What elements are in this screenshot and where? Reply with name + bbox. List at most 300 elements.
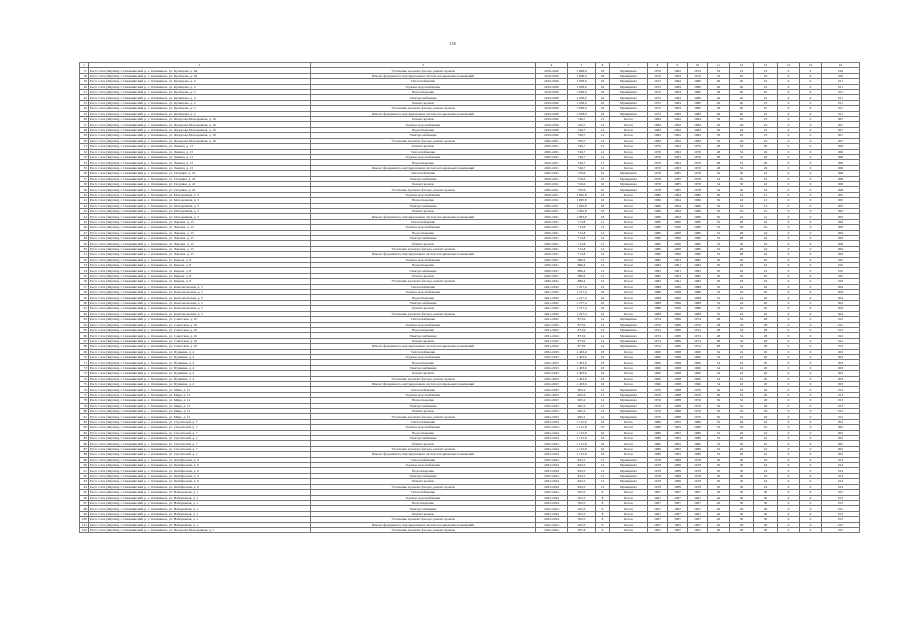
table-cell: 39 [80,187,89,192]
table-cell: 0 [778,338,800,343]
table-cell: 2020-2021 [536,219,568,224]
table-cell: 14 [596,327,610,332]
table-cell: Респ. Саха (Якутия), г. Олекминский р., г. Олекминск, ул. Мира, д. 12 [89,403,311,408]
table-cell: 49 [708,111,730,116]
table-cell: 26 [754,154,778,159]
table-cell: Бетон [610,306,648,311]
table-cell: Респ. Саха (Якутия), г. Олекминский р., г. Олекминск, ул. Строителей, д. 7 [89,446,311,451]
table-cell: 2020-2021 [536,214,568,219]
table-cell: 1994 [668,198,688,203]
table-cell: 1 698,0 [568,68,596,73]
table-cell: 0 [800,106,822,111]
table-cell: 1998 [668,349,688,354]
table-cell: 32 [730,165,754,170]
table-cell: 2021-2022 [536,322,568,327]
table-cell: 1967 [688,511,708,516]
table-cell: 100 [80,517,89,522]
table-cell: 81 [80,414,89,419]
table-cell: 22 [730,354,754,359]
table-cell: 0 [778,181,800,186]
table-cell: 28 [730,230,754,235]
table-cell: Ремонт кровли [311,181,536,186]
table-cell: 52 [708,284,730,289]
table-cell: 25 [754,100,778,105]
table-cell: Муниципал [610,68,648,73]
table-cell: 23 [754,138,778,143]
table-cell: Теплоснабжение [311,219,536,224]
table-cell: 23 [80,100,89,105]
table-cell: 005 [822,203,860,208]
table-cell: 8 [596,517,610,522]
table-cell: 2022-2023 [536,349,568,354]
table-cell: 0 [800,517,822,522]
table-cell: Водоотведение [311,360,536,365]
table-cell: 007 [822,133,860,138]
table-cell: 1980 [648,230,668,235]
table-cell: 30 [754,511,778,516]
table-cell: 003 [822,376,860,381]
table-cell: 1986 [648,208,668,213]
table-cell: 1990 [688,376,708,381]
table-cell: Утепление и ремонт фасада, ремонт кровли [311,68,536,73]
table-cell: 34 [730,317,754,322]
table-cell: 48 [708,327,730,332]
table-cell: 1986 [648,425,668,430]
table-cell: 10 [596,176,610,181]
table-cell: 0 [778,500,800,505]
table-cell: 2019-2020 [536,133,568,138]
table-cell: 1 403,6 [568,360,596,365]
table-cell: Водоотведение [311,160,536,165]
table-cell: 686,4 [568,279,596,284]
table-cell: Респ. Саха (Якутия), г. Олекминский р., г. Олекминск, ул. Комсомольская, д. 5 [89,284,311,289]
program-table-container [79,62,859,533]
table-cell: 014 [822,468,860,473]
table-cell: 2023-2024 [536,446,568,451]
table-cell: 1996 [668,311,688,316]
table-cell: 26 [730,425,754,430]
table-cell: Бетон [610,517,648,522]
table-cell: 30 [730,457,754,462]
table-cell: 46 [708,495,730,500]
table-cell: 26 [730,263,754,268]
table-cell: 30 [730,468,754,473]
table-cell: 0 [800,273,822,278]
table-cell: Ремонт фундамента, внутридомовых систем и подвальных помещений [311,344,536,349]
table-cell: 713,8 [568,252,596,257]
table-cell: 1986 [648,419,668,424]
table-cell: 23 [754,117,778,122]
table-cell: 1979 [688,73,708,78]
table-cell: 1985 [668,181,688,186]
table-cell: 2020-2021 [536,263,568,268]
table-cell: 0 [800,268,822,273]
table-cell: 713,8 [568,225,596,230]
table-cell: 0 [800,414,822,419]
table-cell: Бетон [610,127,648,132]
table-cell: 52 [708,219,730,224]
table-cell: Муниципал [610,484,648,489]
table-cell: 1974 [688,322,708,327]
table-cell: 0 [800,338,822,343]
table-cell: 009 [822,236,860,241]
table-cell: 75 [80,381,89,386]
table-cell: 1991 [668,279,688,284]
table-cell: 12 [596,273,610,278]
table-cell: 0 [778,479,800,484]
table-cell: 22 [754,268,778,273]
table-cell: 50 [708,208,730,213]
table-cell: 007 [822,138,860,143]
table-cell: 726,6 [568,181,596,186]
table-cell: 16 [596,290,610,295]
table-cell: 16 [596,306,610,311]
table-cell: Респ. Саха (Якутия), г. Олекминский р., г. Олекминск, ул. Чапаева, д. 15 [89,246,311,251]
table-cell: 0 [778,84,800,89]
table-cell: Теплоснабжение [311,149,536,154]
table-cell: 26 [730,122,754,127]
table-cell: 46 [708,527,730,532]
table-cell: 0 [778,214,800,219]
table-cell: 746,7 [568,122,596,127]
table-cell: Респ. Саха (Якутия), г. Олекминский р., г. Олекминск, ул. Федорова-Молодежная, д. 19 [89,117,311,122]
table-cell: 746,7 [568,144,596,149]
table-cell: 99 [80,511,89,516]
table-cell: 20 [754,290,778,295]
table-cell: Горячее водоснабжение [311,495,536,500]
table-cell: 52 [708,446,730,451]
table-cell: 1996 [668,306,688,311]
table-cell: 40 [730,111,754,116]
table-cell: 013 [822,403,860,408]
table-cell: 1967 [648,522,668,527]
table-cell: 1 403,6 [568,349,596,354]
table-cell: 0 [778,306,800,311]
table-cell: 52 [708,236,730,241]
table-cell: 22 [754,273,778,278]
table-cell: 1982 [648,257,668,262]
table-cell: 0 [778,365,800,370]
table-cell: Респ. Саха (Якутия), г. Олекминский р., г. Олекминск, ул. Пушкина, д. 4 [89,349,311,354]
table-cell: 1990 [668,252,688,257]
table-cell: 23 [754,127,778,132]
table-cell: 1989 [668,479,688,484]
table-cell: Ремонт кровли [311,409,536,414]
table-cell: 1985 [668,171,688,176]
table-cell: 2020-2021 [536,268,568,273]
table-cell: 2023-2024 [536,484,568,489]
table-cell: Респ. Саха (Якутия), г. Олекминский р., г. Олекминск, ул. Набережная, д. 1 [89,511,311,516]
table-cell: 2019-2020 [536,111,568,116]
table-cell: 2023-2024 [536,441,568,446]
table-cell: 1972 [648,84,668,89]
table-cell: Муниципал [610,414,648,419]
table-cell: 1967 [688,522,708,527]
table-cell: 25 [754,84,778,89]
table-cell: 95 [80,490,89,495]
table-cell: 102 [80,527,89,532]
table-cell: 50 [708,387,730,392]
table-cell: Бетон [610,371,648,376]
table-cell: 1978 [648,176,668,181]
table-cell: Бетон [610,241,648,246]
table-cell: 1990 [648,376,668,381]
table-cell: 46 [708,490,730,495]
table-cell: 1984 [668,106,688,111]
table-cell: 012 [822,338,860,343]
table-cell: Водоотведение [311,230,536,235]
table-cell: 1986 [688,441,708,446]
table-row [80,344,860,349]
table-cell: 1982 [648,279,668,284]
table-cell: 005 [822,198,860,203]
table-cell: 0 [800,484,822,489]
table-cell: 003 [822,354,860,359]
table-cell: 2021-2022 [536,290,568,295]
table-cell: 0 [778,446,800,451]
table-cell: 2020-2021 [536,241,568,246]
table-cell: 2020-2021 [536,138,568,143]
table-cell: Респ. Саха (Якутия), г. Олекминский р., г. Олекминск, ул. Октябрьская, д. 9 [89,468,311,473]
table-cell: 0 [778,327,800,332]
table-cell: 1976 [688,409,708,414]
table-cell: Респ. Саха (Якутия), г. Олекминский р., г. Олекминск, ул. Ленина, д. 13 [89,154,311,159]
table-cell: 48 [708,165,730,170]
table-cell: 0 [800,446,822,451]
table-cell: 1978 [688,468,708,473]
table-cell: 0 [800,165,822,170]
table-cell: 28 [730,236,754,241]
table-cell: 19 [80,79,89,84]
table-cell: 0 [778,495,800,500]
table-cell: Бетон [610,506,648,511]
table-cell: 0 [778,273,800,278]
table-cell: 2021-2022 [536,333,568,338]
table-cell: 52 [80,257,89,262]
table-cell: 36 [730,511,754,516]
table-cell: 0 [778,295,800,300]
table-cell: 1995 [668,446,688,451]
table-cell: Муниципал [610,457,648,462]
table-cell: 1984 [688,133,708,138]
table-cell: 502,3 [568,500,596,505]
table-cell: 1984 [668,111,688,116]
table-cell: 1982 [688,279,708,284]
table-cell: 26 [730,273,754,278]
table-cell: 0 [778,290,800,295]
table-cell: 1 095,8 [568,198,596,203]
table-cell: 2022-2023 [536,409,568,414]
table-cell: 58 [80,290,89,295]
column-header: 15 [800,63,822,68]
table-cell: 0 [800,127,822,132]
table-cell: Бетон [610,284,648,289]
table-cell: 21 [754,208,778,213]
table-cell: 1991 [668,268,688,273]
table-cell: 965,2 [568,387,596,392]
table-cell: 1967 [688,527,708,532]
table-cell: 1987 [668,522,688,527]
table-cell: 726,6 [568,171,596,176]
table-cell: Муниципал [610,90,648,95]
table-cell: 97 [80,500,89,505]
table-cell: Респ. Саха (Якутия), г. Олекминский р., г. Олекминск, ул. Пушкина, д. 4 [89,371,311,376]
table-cell: 0 [778,263,800,268]
table-cell: 002 [822,425,860,430]
table-cell: 1980 [688,219,708,224]
table-cell: 1 095,8 [568,192,596,197]
table-cell: 1990 [648,354,668,359]
table-cell: 0 [778,436,800,441]
table-cell: 50 [708,192,730,197]
table-cell: 1976 [648,414,668,419]
table-cell: 18 [596,192,610,197]
table-cell: 2023-2024 [536,463,568,468]
table-cell: 20 [754,306,778,311]
table-cell: 8 [596,495,610,500]
table-cell: 32 [730,409,754,414]
table-cell: Бетон [610,230,648,235]
table-cell: 004 [822,300,860,305]
table-cell: 50 [708,479,730,484]
table-cell: 2020-2021 [536,252,568,257]
table-cell: 1990 [668,241,688,246]
table-cell: 1976 [648,398,668,403]
table-cell: 0 [800,403,822,408]
table-cell: 22 [730,371,754,376]
table-cell: 76 [80,387,89,392]
table-cell: 1988 [668,414,688,419]
table-cell: Респ. Саха (Якутия), г. Олекминский р., г. Олекминск, ул. Строителей, д. 7 [89,452,311,457]
table-cell: 2021-2022 [536,327,568,332]
table-cell: 0 [778,376,800,381]
table-cell: 0 [778,484,800,489]
table-cell: 1990 [688,365,708,370]
table-cell: 1980 [688,230,708,235]
table-cell: 56 [80,279,89,284]
table-cell: 18 [596,214,610,219]
table-cell: 1974 [648,317,668,322]
table-cell: 1986 [688,419,708,424]
table-cell: Электроснабжение [311,268,536,273]
table-cell: 50 [80,246,89,251]
table-cell: 1984 [688,117,708,122]
table-cell: 21 [754,214,778,219]
table-cell: 12 [596,398,610,403]
table-cell: 1984 [648,138,668,143]
table-cell: Респ. Саха (Якутия), г. Олекминский р., г. Олекминск, ул. Ленина, д. 13 [89,149,311,154]
table-cell: 52 [708,452,730,457]
table-cell: 1 112,8 [568,430,596,435]
column-header: 7 [610,63,648,68]
table-cell: 18 [596,365,610,370]
table-cell: Бетон [610,263,648,268]
table-cell: 014 [822,463,860,468]
table-cell: 26 [754,160,778,165]
table-cell: 0 [778,246,800,251]
table-cell: 18 [596,349,610,354]
table-cell: 14 [596,344,610,349]
table-cell: 1982 [688,268,708,273]
table-cell: 2022-2023 [536,365,568,370]
table-cell: 0 [778,490,800,495]
table-cell: 54 [708,349,730,354]
table-cell: 1995 [668,452,688,457]
table-cell: 746,7 [568,138,596,143]
table-cell: 43 [80,208,89,213]
table-cell: 1967 [688,490,708,495]
table-cell: 0 [800,322,822,327]
table-cell: 011 [822,79,860,84]
table-cell: Муниципал [610,171,648,176]
table-cell: 21 [80,90,89,95]
table-cell: 48 [708,154,730,159]
table-cell: 0 [800,176,822,181]
table-cell: 52 [708,252,730,257]
table-cell: 36 [730,527,754,532]
table-cell: 0 [778,257,800,262]
table-cell: 89 [80,457,89,462]
table-cell: 0 [800,279,822,284]
table-cell: Ремонт кровли [311,338,536,343]
table-cell: 48 [708,149,730,154]
table-cell: 686,4 [568,273,596,278]
table-cell: 0 [800,257,822,262]
table-cell: 1998 [668,360,688,365]
table-cell: Бетон [610,430,648,435]
table-cell: 77 [80,392,89,397]
table-cell: 2021-2022 [536,306,568,311]
table-cell: 1976 [688,149,708,154]
table-cell: 015 [822,495,860,500]
table-cell: 1993 [668,144,688,149]
table-cell: 1974 [688,317,708,322]
table-cell: 003 [822,349,860,354]
table-cell: 1988 [688,284,708,289]
table-cell: Респ. Саха (Якутия), г. Олекминский р., г. Олекминск, ул. Кирова, д. 8 [89,268,311,273]
table-cell: Респ. Саха (Якутия), г. Олекминский р., г. Олекминск, ул. Строителей, д. 7 [89,425,311,430]
table-cell: Водоотведение [311,295,536,300]
table-cell: 0 [800,317,822,322]
table-cell: 50 [708,263,730,268]
table-cell: Бетон [610,154,648,159]
table-cell: Ремонт фундамента, внутридомовых систем и подвальных помещений [311,522,536,527]
table-cell: 0 [800,344,822,349]
table-cell: 16 [596,430,610,435]
table-cell: 1986 [688,425,708,430]
table-cell: Респ. Саха (Якутия), г. Олекминский р., г. Олекминск, ул. Кирова, д. 8 [89,273,311,278]
table-cell: 48 [708,338,730,343]
table-cell: 54 [708,176,730,181]
table-cell: 30 [754,522,778,527]
table-cell: 1976 [648,409,668,414]
table-cell: 0 [778,360,800,365]
table-cell: 16 [596,425,610,430]
table-cell: 83 [80,425,89,430]
table-cell: 0 [800,192,822,197]
table-cell: Бетон [610,522,648,527]
table-cell: 2019-2020 [536,68,568,73]
table-cell: 007 [822,117,860,122]
table-cell: 2019-2020 [536,117,568,122]
table-cell: 2019-2020 [536,127,568,132]
table-cell: 1976 [688,414,708,419]
table-cell: 2021-2022 [536,284,568,289]
table-cell: 007 [822,122,860,127]
table-cell: Электроснабжение [311,203,536,208]
table-cell: Ремонт кровли [311,511,536,516]
table-cell: 32 [80,149,89,154]
